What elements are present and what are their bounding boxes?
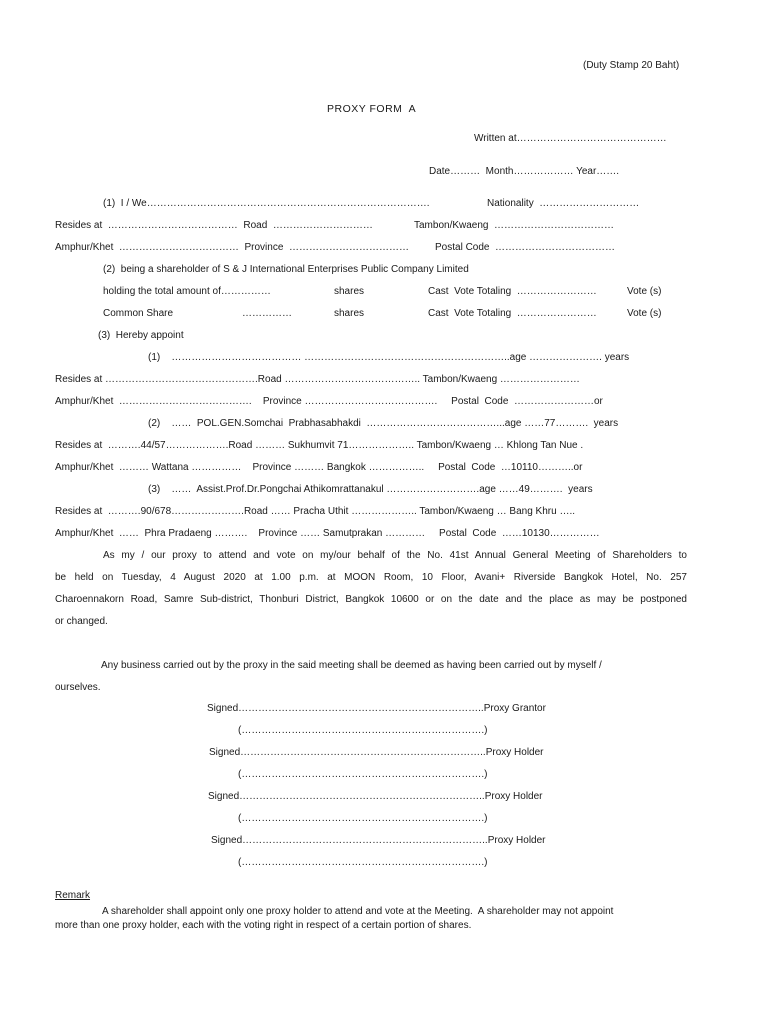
printed-name-proxy-grantor[interactable]: (……………………………………………………………….)	[238, 725, 488, 736]
grantor-amphur-line[interactable]: Amphur/Khet ……………………………… Province ………………………………	[55, 242, 409, 253]
meeting-paragraph-line4: or changed.	[55, 616, 108, 627]
common-share-label: Common Share	[103, 308, 174, 319]
date-line[interactable]: Date……… Month……………… Year…….	[429, 166, 620, 177]
proxy2-resides-line[interactable]: Resides at ……….44/57……………….Road ……… Sukhumvit 71……………….. Tambon/Kwaeng … Khlong Tan Nue .	[55, 440, 584, 451]
total-shares-label: shares	[334, 286, 365, 297]
form-title: PROXY FORM A	[327, 103, 417, 115]
grantor-tambon-line[interactable]: Tambon/Kwaeng ………………………………	[414, 220, 615, 231]
proxy1-resides-line[interactable]: Resides at ……………………………………….Road ………………………………….. Tambon/Kwaeng ……………………	[55, 374, 580, 385]
proxy3-name-line[interactable]: (3) …… Assist.Prof.Dr.Pongchai Athikomrattanakul ……………………….age ……49………. years	[148, 484, 593, 495]
common-vote-line[interactable]: Cast Vote Totaling ……………………	[428, 308, 597, 319]
signature-proxy-holder-1[interactable]: Signed………………………………………………………………..Proxy Holder	[209, 747, 544, 758]
printed-name-proxy-holder-3[interactable]: (……………………………………………………………….)	[238, 857, 488, 868]
proxy1-amphur-line[interactable]: Amphur/Khet …………………………………. Province …………………………………. Postal Code ……………………or	[55, 396, 603, 407]
company-name: S & J International Enterprises Public Company Limited	[223, 264, 469, 275]
remark-heading: Remark	[55, 890, 91, 901]
written-at-line[interactable]: Written at………………………………………	[474, 133, 667, 144]
meeting-paragraph-line1: As my / our proxy to attend and vote on my/our behalf of the No. 41st Annual General Meeting of Shareholders to	[103, 550, 687, 561]
total-vote-line[interactable]: Cast Vote Totaling ……………………	[428, 286, 597, 297]
grantor-resides-line[interactable]: Resides at ………………………………… Road …………………………	[55, 220, 373, 231]
signature-proxy-holder-3[interactable]: Signed………………………………………………………………..Proxy Holder	[211, 835, 546, 846]
remark-text-line1: A shareholder shall appoint only one proxy holder to attend and vote at the Meeting. A shareholder may not appoint	[102, 906, 614, 917]
proxy2-amphur-line[interactable]: Amphur/Khet ……… Wattana …………… Province ……… Bangkok …………….. Postal Code …10110………..or	[55, 462, 583, 473]
duty-stamp-note: (Duty Stamp 20 Baht)	[583, 60, 680, 71]
proxy3-amphur-line[interactable]: Amphur/Khet …… Phra Pradaeng ………. Province …… Samutprakan ………… Postal Code ……10130……………	[55, 528, 600, 539]
signature-proxy-holder-2[interactable]: Signed………………………………………………………………..Proxy Holder	[208, 791, 543, 802]
printed-name-proxy-holder-2[interactable]: (……………………………………………………………….)	[238, 813, 488, 824]
common-shares-label: shares	[334, 308, 365, 319]
meeting-paragraph-line2: be held on Tuesday, 4 August 2020 at 1.00 p.m. at MOON Room, 10 Floor, Avani+ Riverside Bangkok Hotel, No. 257	[55, 572, 687, 583]
shareholder-line	[103, 264, 469, 276]
business-paragraph-line2: ourselves.	[55, 682, 101, 693]
proxy3-resides-line[interactable]: Resides at ……….90/678………………….Road …… Pracha Uthit ……………….. Tambon/Kwaeng … Bang Khru …..	[55, 506, 576, 517]
grantor-nationality-line[interactable]: Nationality …………………………	[487, 198, 640, 209]
shareholder-prefix: (2) being a shareholder of	[103, 264, 224, 275]
total-holding-line[interactable]: holding the total amount of……………	[103, 286, 271, 297]
common-share-amount[interactable]: ……………	[242, 308, 292, 319]
common-vote-unit: Vote (s)	[627, 308, 662, 319]
proxy2-name-line[interactable]: (2) …… POL.GEN.Somchai Prabhasabhakdi …………………………………...age ……77………. years	[148, 418, 619, 429]
business-paragraph-line1: Any business carried out by the proxy in the said meeting shall be deemed as having been carried out by myself /	[101, 660, 602, 671]
proxy1-name-line[interactable]: (1) ………………………………… ……………………………………………………..age …………………. years	[148, 352, 630, 363]
appoint-label: (3) Hereby appoint	[98, 330, 184, 341]
signature-proxy-grantor[interactable]: Signed………………………………………………………………..Proxy Grantor	[207, 703, 546, 714]
grantor-name-line[interactable]: (1) I / We………………………………………………………………………….	[103, 198, 430, 209]
total-vote-unit: Vote (s)	[627, 286, 662, 297]
meeting-paragraph-line3: Charoennakorn Road, Samre Sub-district, Thonburi District, Bangkok 10600 or on the date and the place as may be postponed	[55, 594, 687, 605]
grantor-postal-line[interactable]: Postal Code ………………………………	[435, 242, 616, 253]
printed-name-proxy-holder-1[interactable]: (……………………………………………………………….)	[238, 769, 488, 780]
remark-text-line2: more than one proxy holder, each with the voting right in respect of a certain portion of shares.	[55, 920, 472, 931]
